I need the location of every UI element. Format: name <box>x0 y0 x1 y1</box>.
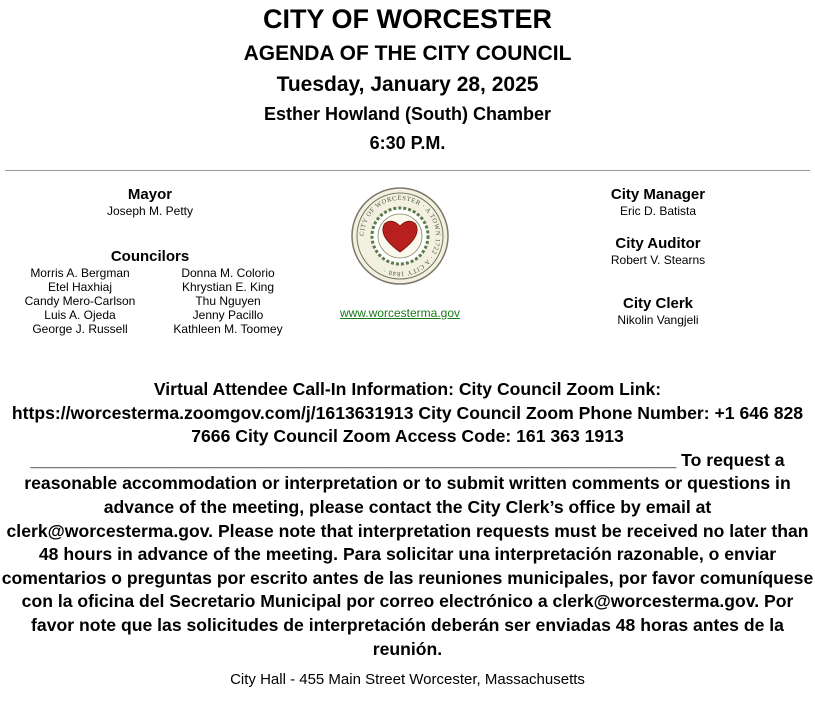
virtual-attendee-info: Virtual Attendee Call-In Information: City Council Zoom Link: https://worcesterma.zoomgov.com/j/1613631913 City Council Zoom Phone Number: +1 646 828 7666 City Council Zoom Access Code: 161 363 1913 __________________________________________________________________ To request a reasonable accommodation or interpretation or to submit written comments or questions in advance of the meeting, please contact the City Clerk’s office by email at clerk@worcesterma.gov. Please note that interpretation requests must be received no later than 48 hours in advance of the meeting. Para solicitar una interpretación razonable, o enviar comentarios o preguntas por escrito antes de las reuniones municipales, por favor comuníquese con la oficina del Secretario Municipal por correo electrónico a clerk@worcesterma.gov. Por favor note que las solicitudes de interpretación deberán ser enviadas 48 horas antes de la reunión. <box>1 379 814 659</box>
meeting-date: Tuesday, January 28, 2025 <box>276 73 539 96</box>
councilors-left-column <box>10 266 150 336</box>
city-title: CITY OF WORCESTER <box>262 4 552 34</box>
councilor-name: Khrystian E. King <box>181 280 275 294</box>
website-link[interactable]: www.worcesterma.gov <box>339 306 461 320</box>
mayor-name: Joseph M. Petty <box>106 204 194 218</box>
seal-text: CITY OF WORCESTER · A TOWN 1722 · A CITY 1848 · <box>358 194 442 278</box>
councilor-name: Etel Haxhiaj <box>47 280 113 294</box>
city-hall-address: City Hall - 455 Main Street Worcester, Massachusetts <box>230 671 585 688</box>
city-manager-label: City Manager <box>610 186 706 203</box>
councilor-name: George J. Russell <box>32 322 128 336</box>
councilor-name: Luis A. Ojeda <box>44 308 116 322</box>
councilors-label: Councilors <box>110 248 190 265</box>
city-clerk-label: City Clerk <box>622 295 694 312</box>
city-seal-icon <box>350 186 450 286</box>
city-auditor-name: Robert V. Stearns <box>610 253 706 267</box>
councilor-name: Candy Mero-Carlson <box>24 294 136 308</box>
councilor-name: Donna M. Colorio <box>181 266 275 280</box>
councilor-name: Thu Nguyen <box>195 294 261 308</box>
city-clerk-name: Nikolin Vangjeli <box>617 313 699 327</box>
mayor-label: Mayor <box>127 186 173 203</box>
meeting-chamber: Esther Howland (South) Chamber <box>263 104 551 124</box>
city-manager-name: Eric D. Batista <box>619 204 697 218</box>
councilors-right-column <box>158 266 298 336</box>
councilor-name: Jenny Pacillo <box>192 308 264 322</box>
city-auditor-label: City Auditor <box>615 235 701 252</box>
header-divider <box>5 170 810 171</box>
councilor-name: Morris A. Bergman <box>30 266 130 280</box>
meeting-time: 6:30 P.M. <box>369 133 446 153</box>
councilor-name: Kathleen M. Toomey <box>173 322 283 336</box>
agenda-title: AGENDA OF THE CITY COUNCIL <box>243 42 572 65</box>
